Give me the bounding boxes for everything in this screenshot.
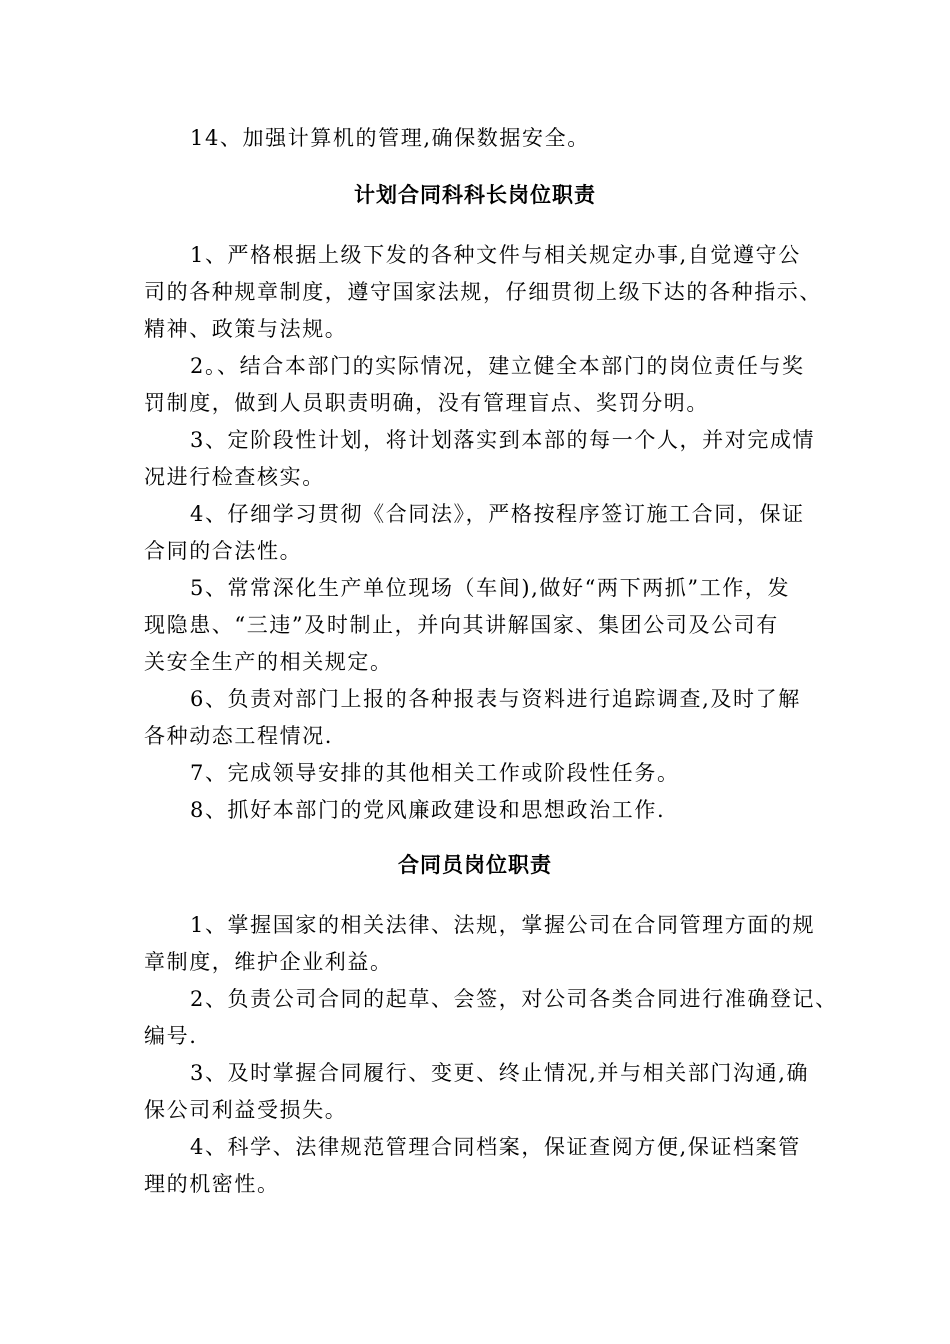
s2-item2-line1: 2、负责公司合同的起草、会签，对公司各类合同进行准确登记、: [190, 987, 838, 1011]
section-title-plan-contract-chief: 计划合同科科长岗位职责: [354, 182, 596, 207]
s1-item2-line2: 罚制度，做到人员职责明确，没有管理盲点、奖罚分明。: [144, 391, 709, 415]
item-14: 14、加强计算机的管理,确保数据安全。: [190, 126, 590, 150]
s1-item3-line1: 3、定阶段性计划，将计划落实到本部的每一个人，并对完成情: [190, 428, 816, 452]
s1-item1-line3: 精神、政策与法规。: [144, 317, 348, 341]
s2-item4-line2: 理的机密性。: [144, 1172, 280, 1196]
s2-item1-line2: 章制度，维护企业利益。: [144, 950, 393, 974]
s1-item6-line2: 各种动态工程情况.: [144, 724, 334, 748]
s1-item3-line2: 况进行检查核实。: [144, 465, 325, 489]
s2-item4-line1: 4、科学、法律规范管理合同档案，保证查阅方便,保证档案管: [190, 1135, 801, 1159]
s2-item1-line1: 1、掌握国家的相关法律、法规，掌握公司在合同管理方面的规: [190, 913, 816, 937]
s1-item5-line2: 现隐患、“三违”及时制止，并向其讲解国家、集团公司及公司有: [144, 613, 779, 637]
s2-item2-line2: 编号.: [144, 1024, 198, 1048]
s1-item2-line1: 2。、结合本部门的实际情况，建立健全本部门的岗位责任与奖: [190, 354, 805, 378]
s1-item6-line1: 6、负责对部门上报的各种报表与资料进行追踪调查,及时了解: [190, 687, 801, 711]
s1-item1-line1: 1、严格根据上级下发的各种文件与相关规定办事,自觉遵守公: [190, 243, 801, 267]
s1-item4-line1: 4、仔细学习贯彻《合同法》，严格按程序签订施工合同，保证: [190, 502, 805, 526]
s1-item1-line2: 司的各种规章制度，遵守国家法规，仔细贯彻上级下达的各种指示、: [144, 280, 822, 304]
s2-item3-line2: 保公司利益受损失。: [144, 1098, 348, 1122]
s1-item4-line2: 合同的合法性。: [144, 539, 303, 563]
s1-item7-line1: 7、完成领导安排的其他相关工作或阶段性任务。: [190, 761, 680, 785]
section-title-contract-clerk: 合同员岗位职责: [398, 852, 552, 877]
s1-item8-line1: 8、抓好本部门的党风廉政建设和思想政治工作.: [190, 798, 666, 822]
s1-item5-line3: 关安全生产的相关规定。: [144, 650, 393, 674]
s1-item5-line1: 5、常常深化生产单位现场（车间),做好“两下两抓”工作，发: [190, 576, 791, 600]
s2-item3-line1: 3、及时掌握合同履行、变更、终止情况,并与相关部门沟通,确: [190, 1061, 810, 1085]
